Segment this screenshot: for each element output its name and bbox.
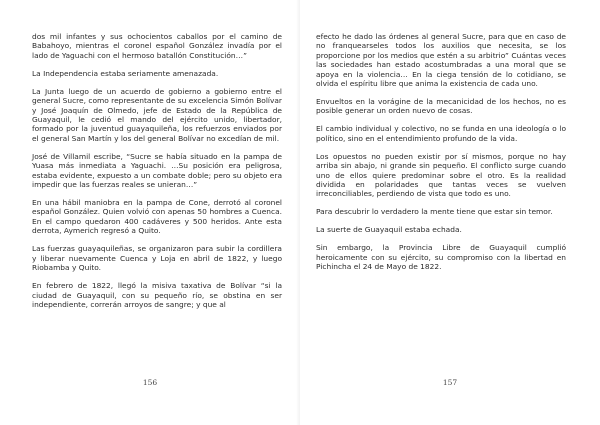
paragraph: El cambio individual y colectivo, no se funda en una ideología o lo político, sino en el entendimiento profundo de la vida. xyxy=(316,124,566,143)
paragraph: efecto he dado las órdenes al general Sucre, para que en caso de no franquearseles todos los auxilios que necesita, se los proporcione por los medios que estén a su arbitrio” Cuántas veces las sociedades han estado acostumbradas a una moral que se apoya en la violencia… En la ciega tensión de lo cotidiano, se olvida el espíritu libre que anima la existencia de cada uno. xyxy=(316,32,566,89)
paragraph: Los opuestos no pueden existir por sí mismos, porque no hay arriba sin abajo, ni grande sin pequeño. El conflicto surge cuando uno de ellos quiere predominar sobre el otro. Es la realidad dividida en polaridades que tantas veces se vuelven irreconciliables, perdiendo de vista que todo es uno. xyxy=(316,151,566,199)
paragraph: La suerte de Guayaquil estaba echada. xyxy=(316,225,462,235)
paragraph: La Junta luego de un acuerdo de gobierno a gobierno entre el general Sucre, como representante de su excelencia Simón Bolívar y José Joaquín de Olmedo, jefe de Estado de la República de Guayaquil, le cedió el mando del ejército unido, libertador, formado por la juventud guayaquileña, los refuerzos enviados por el general San Martín y los del general Bolívar no excedían de mil. xyxy=(32,86,282,143)
page-number-left: 156 xyxy=(142,378,158,387)
paragraph: dos mil infantes y sus ochocientos caballos por el camino de Babahoyo, mientras el coronel español González invadía por el lado de Yaguachi con el hermoso batallón Constitución…” xyxy=(32,32,282,60)
page-number-right: 157 xyxy=(442,378,458,387)
paragraph: Sin embargo, la Provincia Libre de Guayaquil cumplió heroicamente con su ejército, su compromiso con la libertad en Pichincha el 24 de Mayo de 1822. xyxy=(316,243,566,272)
left-page-text xyxy=(32,32,282,318)
paragraph: Para descubrir lo verdadero la mente tiene que estar sin temor. xyxy=(316,207,553,217)
paragraph: Envueltos en la vorágine de la mecanicidad de los hechos, no es posible generar un orden nuevo de cosas. xyxy=(316,97,566,116)
paragraph: En una hábil maniobra en la pampa de Cone, derrotó al coronel español González. Quien volvió con apenas 50 hombres a Cuenca. En el campo quedaron 400 cadáveres y 500 heridos. Ante esta derrota, Aymerich regresó a Quito. xyxy=(32,198,282,236)
paragraph: La Independencia estaba seriamente amenazada. xyxy=(32,68,219,78)
right-page-text xyxy=(316,32,566,280)
paragraph: Las fuerzas guayaquileñas, se organizaron para subir la cordillera y liberar nuevamente Cuenca y Loja en abril de 1822, y luego Riobamba y Quito. xyxy=(32,244,282,273)
paragraph: José de Villamil escribe, “Sucre se había situado en la pampa de Yuasa más inmediata a Yaguachi. …Su posición era peligrosa, estaba evidente, expuesto a un combate doble; pero su objeto era impedir que las fuerzas reales se unieran…” xyxy=(32,151,282,190)
paragraph: En febrero de 1822, llegó la misiva taxativa de Bolívar “si la ciudad de Guayaquil, con su pequeño río, se obstina en ser independiente, correrán arroyos de sangre; y que al xyxy=(32,281,282,309)
right-page xyxy=(300,0,600,425)
